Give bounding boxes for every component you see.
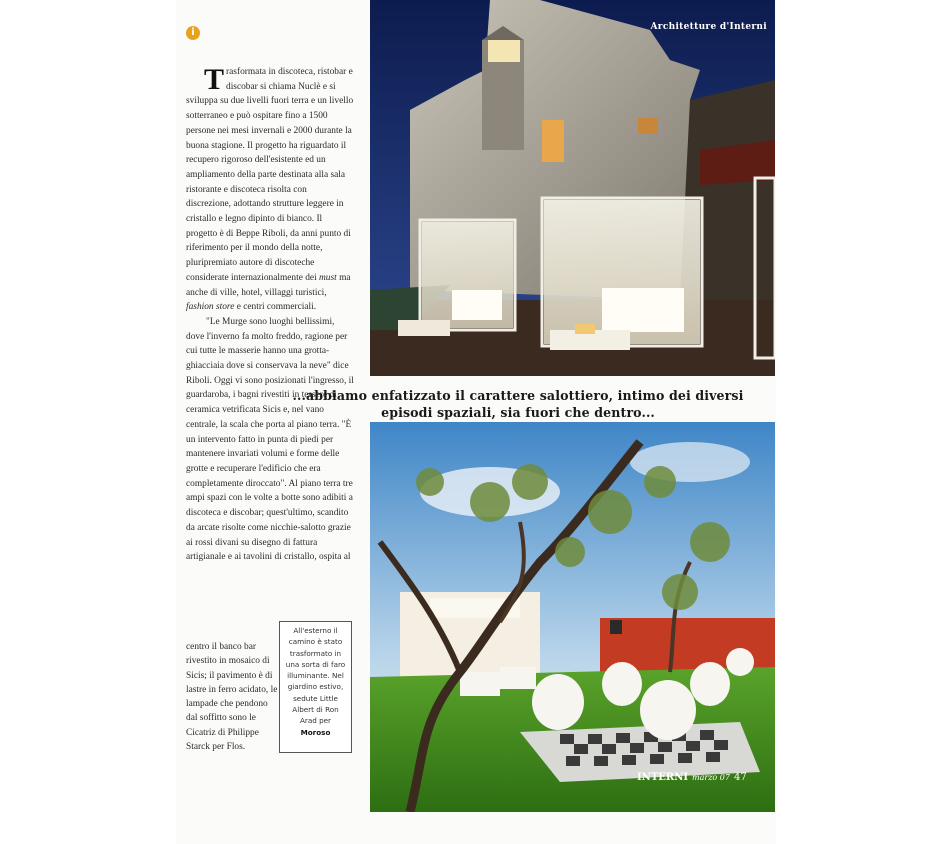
- magazine-logo-icon: i: [186, 26, 200, 40]
- paragraph-2: "Le Murge sono luoghi bellissimi, dove l'inverno fa molto freddo, ragione per cui tutte le masserie hanno una grotta-ghiacciaia dove si conservava la neve" dice Riboli. Oggi vi sono posizionati l'ingresso, il guardaroba, i bagni rivestiti in tessere di ceramica vetrificata Sicis e, nel vano centrale, la scala che porta al piano terra. "È un intervento fatto in punta di piedi per mantenere invariati volumi e forme delle grotte e recuperare l'edificio che era completamente diroccato". Al piano terra tre ampi spazi con le volte a botte sono adibiti a discoteca e discobar; quest'ultimo, scandito da arcate risolte come nicchie-salotto grazie ai rossi divani su disegno di fattura artigianale e ai tavolini di cristallo, ospita al: [186, 316, 354, 563]
- drop-cap: T: [204, 63, 225, 96]
- page-number: 47: [733, 772, 747, 783]
- page-footer: [637, 772, 747, 783]
- caption-brand: Moroso: [300, 727, 331, 737]
- paragraph-1: [186, 65, 354, 315]
- paragraph-1-text: rasformata in discoteca, ristobar e discobar si chiama Nuclè e si sviluppa su due livelli fuori terra e un livello sotterraneo e può ospitare fino a 1500 persone nei mesi invernali e 2000 durante la buona stagione. Il progetto ha riguardato il recupero rigoroso dell'esistente ed un ampliamento della parte destinata alla sala ristorante e discoteca risolta con discrezione, adottando strutture leggere in cristallo e legno dipinto di bianco. Il progetto è di Beppe Riboli, da anni punto di riferimento per il mondo della notte, pluripremiato autore di discoteche considerate internazionalmente dei: [186, 67, 354, 283]
- paragraph-1-end: e centri commerciali.: [234, 302, 317, 313]
- night-terrace-illustration: [370, 0, 775, 376]
- paragraph-1-mid: ma anche di ville, hotel, villaggi turistici,: [186, 272, 351, 298]
- must-word: must: [319, 272, 337, 283]
- photo-caption: [279, 621, 352, 753]
- fashion-store-word: fashion store: [186, 302, 235, 313]
- garden-photo: [370, 422, 775, 812]
- article-body-continued: centro il banco bar rivestito in mosaico di Sicis; il pavimento è di lastre in ferro acidato, le lampade che pendono dal soffitto sono le Cicatriz di Philippe Starck per Flos.: [186, 642, 278, 753]
- magazine-name: INTERNI: [637, 772, 689, 783]
- garden-illustration: [370, 422, 775, 812]
- issue-date: marzo 07: [692, 773, 730, 782]
- section-title: Architetture d'Interni: [650, 22, 767, 32]
- night-terrace-photo: [370, 0, 775, 376]
- pull-quote: ...abbiamo enfatizzato il carattere salottiero, intimo dei diversi episodi spaziali, sia fuori che dentro...: [292, 388, 744, 420]
- article-body: [186, 65, 354, 565]
- caption-text: All'esterno il camino è stato trasformato in una sorta di faro illuminante. Nel giardino estivo, sedute Little Albert di Ron Arad per: [285, 626, 346, 726]
